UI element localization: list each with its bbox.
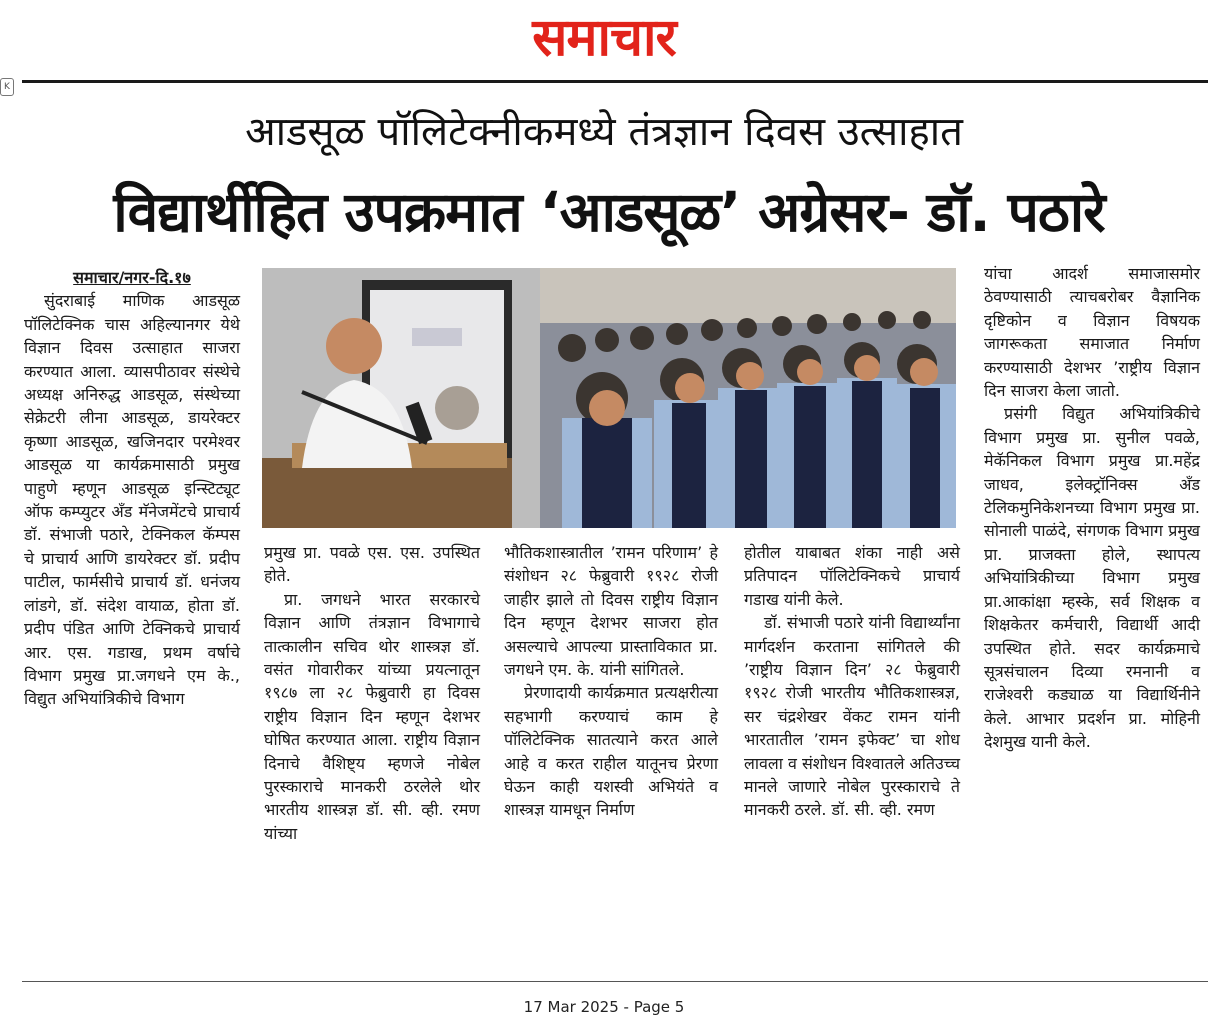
article-column-5 [984,262,1200,754]
article-paragraph: डॉ. संभाजी पठारे यांनी विद्यार्थ्यांना मार्गदर्शन करताना सांगितले की ’राष्ट्रीय विज्ञान दिन’ २८ फेब्रुवारी १९२८ रोजी भारतीय भौतिकशास्त्रज्ञ, सर चंद्रशेखर वेंकट रामन यांनी भारतातील ’रामन इफेक्ट’ चा शोध लावला व संशोधन विश्वातले अतिउच्च मानले जाणारे नोबेल पुरस्काराचे ते मानकरी ठरले. डॉ. सी. व्ही. रमण [744,613,960,820]
article-paragraph: सुंदराबाई माणिक आडसूळ पॉलिटेक्निक चास अहिल्यानगर येथे विज्ञान दिवस उत्साहात साजरा करण्यात आला. व्यासपीठावर संस्थेचे अध्यक्ष अनिरुद्ध आडसूळ, संस्थेच्या सेक्रेटरी लीना आडसूळ, डायरेक्टर कृष्णा आडसूळ, खजिनदार परमेश्वर आडसूळ या कार्यक्रमासाठी प्रमुख पाहुणे म्हणून आडसूळ इन्स्टिट्यूट ऑफ कम्प्युटर अँड मॅनेजमेंटचे प्राचार्य डॉ. संभाजी पठारे, टेक्निकल कॅम्पस चे प्राचार्य आणि डायरेक्टर डॉ. प्रदीप पाटील, फार्मसीचे प्राचार्य डॉ. धनंजय लांडगे, डॉ. संदेश वायाळ, होता डॉ. प्रदीप पंडित आणि टेक्निकचे प्राचार्य आर. एस. गडाख, प्रथम वर्षाचे विभाग प्रमुख प्रा.जगधने एम के., विद्युत अभियांत्रिकीचे विभाग [24,291,240,709]
article-paragraph: भौतिकशास्त्रातील ’रामन परिणाम’ हे संशोधन २८ फेब्रुवारी १९२८ रोजी जाहीर झाले तो दिवस राष्ट्रीय विज्ञान दिन म्हणून देशभर साजरा होत असल्याचे आपल्या प्रास्ताविकात प्रा. जगधने एम. के. यांनी सांगितले. [504,543,718,680]
article-paragraph: प्रमुख प्रा. पवळे एस. एस. उपस्थित होते. [264,543,480,586]
dateline: समाचार/नगर-दि.१७ [73,268,191,287]
article-column-2 [264,541,480,845]
article-column-3 [504,541,718,822]
corner-logo-icon: K [0,78,14,96]
article-paragraph: होतील याबाबत शंका नाही असे प्रतिपादन पॉलिटेक्निकचे प्राचार्य गडाख यांनी केले. [744,543,960,609]
article-paragraph: प्रसंगी विद्युत अभियांत्रिकीचे विभाग प्रमुख प्रा. सुनील पवळे, मेकॅनिकल विभाग प्रमुख प्रा.महेंद्र जाधव, इलेक्ट्रॉनिक्स अँड टेलिकमुनिकेशनच्या विभाग प्रमुख प्रा. सोनाली पाळंदे, संगणक विभाग प्रमुख प्रा. प्राजक्ता होले, स्थापत्य अभियांत्रिकीच्या विभाग प्रमुख प्रा.आकांक्षा म्हस्के, सर्व शिक्षक व शिक्षकेतर कर्मचारी, विद्यार्थी आदी उपस्थित होते. सदर कार्यक्रमाचे सूत्रसंचालन दिव्या रमनानी व राजेश्वरी कड्याळ या विद्यार्थिनीने केले. आभार प्रदर्शन प्रा. मोहिनी देशमुख यानी केले. [984,404,1200,752]
event-photo-illustration [262,268,956,528]
article-paragraph: यांचा आदर्श समाजासमोर ठेवण्यासाठी त्याचबरोबर वैज्ञानिक दृष्टिकोन व विज्ञान विषयक जागरूकता समाजात निर्माण करण्यासाठी देशभर ’राष्ट्रीय विज्ञान दिन साजरा केला जातो. [984,264,1200,401]
article-column-4 [744,541,960,822]
article-headline: विद्यार्थीहित उपक्रमात ‘आडसूळ’ अग्रेसर- डॉ. पठारे [113,180,1105,244]
article-paragraph: प्रेरणादायी कार्यक्रमात प्रत्यक्षरीत्या सहभागी करण्याचं काम हे पॉलिटेक्निक सातत्याने करत आले आहे व करत राहील यातूनच प्रेरणा घेऊन काही यशस्वी अभियंते व शास्त्रज्ञ यामधून निर्माण [504,683,718,820]
masthead-logo: समाचार [532,8,676,68]
masthead-rule [22,80,1208,83]
page-footer: 17 Mar 2025 - Page 5 [523,998,685,1016]
article-subheadline: आडसूळ पॉलिटेक्नीकमध्ये तंत्रज्ञान दिवस उत्साहात [245,109,963,155]
article-paragraph: प्रा. जगधने भारत सरकारचे विज्ञान आणि तंत्रज्ञान विभागाचे तात्कालीन सचिव थोर शास्त्रज्ञ डॉ. वसंत गोवारीकर यांच्या प्रयत्नातून १९८७ ला २८ फेब्रुवारी हा दिवस राष्ट्रीय विज्ञान दिन म्हणून देशभर घोषित करण्यात आला. राष्ट्रीय विज्ञान दिनाचे वैशिष्ट्य म्हणजे नोबेल पुरस्काराचे मानकरी ठरलेले थोर भारतीय शास्त्रज्ञ डॉ. सी. व्ही. रमण यांच्या [264,589,480,843]
article-photo [262,268,956,528]
footer-rule [22,981,1208,982]
article-column-1 [24,266,240,711]
